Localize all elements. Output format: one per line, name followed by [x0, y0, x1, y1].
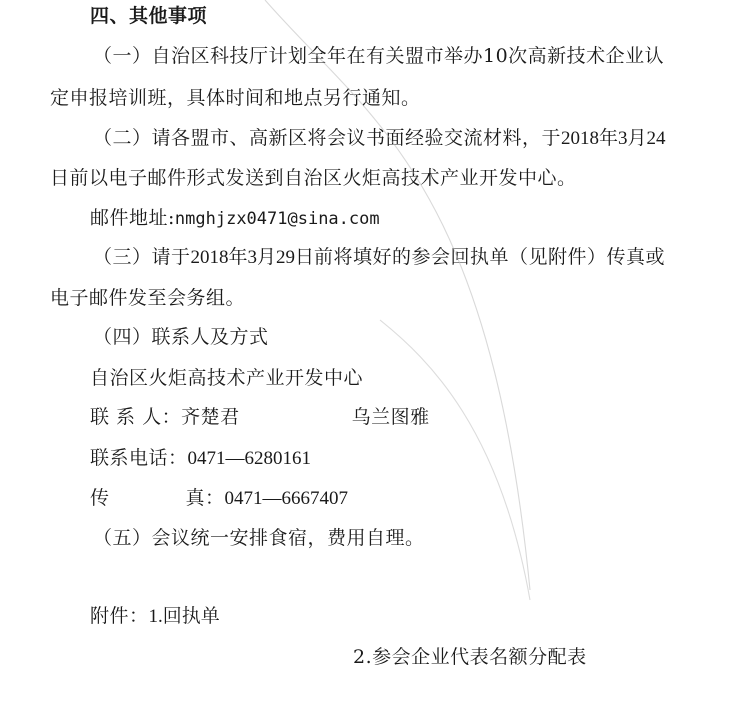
section-heading: 四、其他事项: [90, 5, 208, 27]
item2-line1-text: （二）请各盟市、高新区将会议书面经验交流材料，于: [93, 127, 562, 149]
item3-line1-pre: （三）请于: [93, 246, 191, 268]
contact-person-line: [90, 405, 430, 429]
email-line: [90, 206, 380, 231]
email-address: nmghjzx0471@sina.com: [174, 209, 380, 229]
item2-deadline: 2018年3月24: [561, 128, 666, 149]
fax-label-part2: 真：: [185, 487, 225, 509]
fax-number: 0471—6667407: [224, 488, 349, 509]
contact-org: 自治区火炬高技术产业开发中心: [90, 367, 364, 389]
item3-deadline: 2018年3月29日: [190, 247, 315, 268]
contact-person-2: 乌兰图雅: [351, 406, 430, 428]
phone-line: [90, 446, 311, 471]
attachment-1: 1.回执单: [148, 606, 220, 627]
phone-number: 0471—6280161: [187, 448, 312, 469]
item3-line1: [93, 245, 665, 270]
item3-line2: 电子邮件发至会务组。: [50, 287, 246, 309]
phone-label: 联系电话：: [90, 447, 188, 469]
item3-line1-post: 前将填好的参会回执单（见附件）传真或: [314, 246, 666, 268]
attachments-label: 附件：: [90, 605, 149, 627]
item1-line1: （一）自治区科技厅计划全年在有关盟市举办10次高新技术企业认: [93, 45, 665, 67]
item2-line1: [93, 126, 666, 151]
attachment-2: 2.参会企业代表名额分配表: [353, 646, 587, 668]
fax-label-part1: 传: [90, 487, 110, 509]
item2-line2: 日前以电子邮件形式发送到自治区火炬高技术产业开发中心。: [50, 167, 577, 189]
email-label: 邮件地址:: [90, 207, 175, 229]
item1-line2: 定申报培训班，具体时间和地点另行通知。: [50, 87, 421, 109]
contact-label: 联 系 人：: [90, 406, 182, 428]
attachments-line: [90, 604, 220, 629]
fax-line: [90, 486, 348, 511]
item4-title: （四）联系人及方式: [93, 326, 269, 348]
contact-person-1: 齐楚君: [181, 406, 240, 428]
item5: （五）会议统一安排食宿，费用自理。: [93, 527, 425, 549]
